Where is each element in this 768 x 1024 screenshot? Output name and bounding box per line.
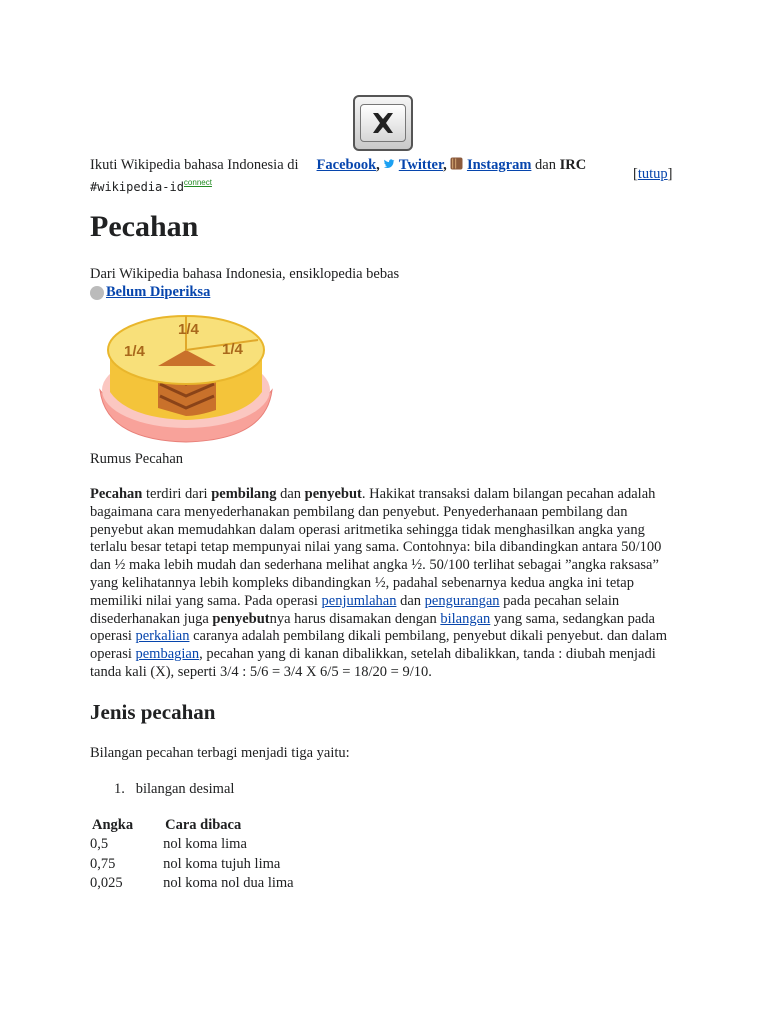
- link-penjumlahan[interactable]: penjumlahan: [321, 592, 397, 609]
- para-text: caranya adalah pembilang dikali pembilang, penyebut dikali penyebut. dan dalam operasi: [90, 628, 667, 663]
- review-status-link[interactable]: Belum Diperiksa: [106, 284, 211, 300]
- social-links: Facebook, Twitter, Instagram dan IRC: [316, 157, 587, 173]
- types-list: [114, 781, 234, 798]
- link-pembagian[interactable]: pembagian: [135, 646, 200, 663]
- table-cell: 0,025: [90, 875, 123, 892]
- notice-and: dan: [535, 157, 556, 173]
- term-pembilang: pembilang: [211, 486, 277, 502]
- section-heading: Jenis pecahan: [90, 700, 216, 724]
- irc-channel: #wikipedia-id: [90, 179, 184, 194]
- term-pecahan: Pecahan: [90, 486, 143, 502]
- para-text: yang sama, sedangkan pada operasi: [90, 610, 655, 645]
- table-cell: nol koma tujuh lima: [163, 855, 281, 872]
- cake-label-top: 1/4: [178, 321, 199, 338]
- para-text: terdiri dari: [142, 486, 212, 502]
- notice-prefix: Ikuti Wikipedia bahasa Indonesia di: [90, 157, 299, 173]
- cake-label-left: 1/4: [124, 343, 145, 360]
- table-header-cara: Cara dibaca: [165, 817, 242, 833]
- list-text: bilangan desimal: [135, 781, 235, 797]
- table-cell: 0,5: [90, 836, 109, 852]
- irc-connect-link[interactable]: connect: [183, 178, 212, 187]
- table-header-row: [90, 817, 306, 836]
- table-row: [90, 856, 306, 876]
- unreviewed-icon: [90, 286, 104, 300]
- section-intro: Bilangan pecahan terbagi menjadi tiga yaitu:: [90, 745, 350, 761]
- para-text: , pecahan yang di kanan dibalikkan, setelah dibalikkan, tanda : diubah menjadi tanda kali (X), seperti 3/4 : 5/6 = 3/4 X 6/5 = 18/20 = 9/10.: [90, 646, 656, 680]
- para-text: dan: [276, 486, 305, 502]
- term-penyebut-2: penyebut: [212, 610, 270, 627]
- close-x-icon: [360, 104, 406, 142]
- table-cell: 0,75: [90, 855, 116, 872]
- para-text: nya harus disamakan dengan: [269, 610, 441, 627]
- image-caption: Rumus Pecahan: [90, 451, 184, 467]
- page-title: Pecahan: [90, 210, 199, 243]
- para-text: . Hakikat transaksi dalam bilangan pecahan adalah bagaimana cara menyederhanakan pembilang dan penyebut. Penyederhanaan pembilang dan penyebut akan memudahkan dalam operasi aritmetika sehingga tidak menghasilkan angka yang terlalu besar tetapi tetap mempunyai nilai yang sama. Contohnya: bila dibandingkan antara 50/100 dan ½ maka lebih mudah dan sederhana melihat angka ½. 50/100 terlihat sebagai ”angka raksasa” yang kelihatannya lebih kompleks dibandingkan ½, padahal sebenarnya kedua angka ini tetap memiliki nilai yang sama. Pada operasi: [90, 486, 662, 609]
- para-text: dan: [396, 592, 425, 609]
- twitter-link[interactable]: Twitter: [398, 157, 444, 173]
- link-bilangan[interactable]: bilangan: [440, 610, 491, 627]
- table-row: [90, 836, 306, 856]
- site-notice: [90, 156, 680, 196]
- table-cell: nol koma lima: [163, 836, 247, 852]
- page-tagline: Dari Wikipedia bahasa Indonesia, ensiklopedia bebas: [90, 266, 400, 282]
- list-number: 1.: [114, 781, 125, 797]
- cake-image[interactable]: [98, 310, 274, 449]
- link-perkalian[interactable]: perkalian: [135, 628, 190, 645]
- tutup-link[interactable]: tutup: [637, 166, 668, 182]
- instagram-icon: [450, 157, 467, 173]
- term-penyebut: penyebut: [304, 486, 362, 502]
- table-row: [90, 875, 306, 895]
- cake-label-right: 1/4: [222, 341, 243, 358]
- intro-paragraph: [90, 486, 682, 682]
- decimal-table: [90, 817, 306, 895]
- twitter-icon: [383, 157, 398, 173]
- facebook-link[interactable]: Facebook: [316, 157, 377, 173]
- para-text: pada pecahan selain disederhanakan juga: [90, 592, 620, 627]
- table-header-angka: Angka: [92, 817, 134, 833]
- review-status: [90, 284, 210, 301]
- close-notice-icon[interactable]: [353, 95, 413, 151]
- irc-label: IRC: [559, 157, 587, 173]
- notice-close-link: [tutup]: [633, 166, 673, 182]
- link-pengurangan[interactable]: pengurangan: [424, 592, 500, 609]
- table-cell: nol koma nol dua lima: [163, 875, 294, 892]
- instagram-link[interactable]: Instagram: [466, 157, 532, 173]
- list-item: [114, 781, 234, 798]
